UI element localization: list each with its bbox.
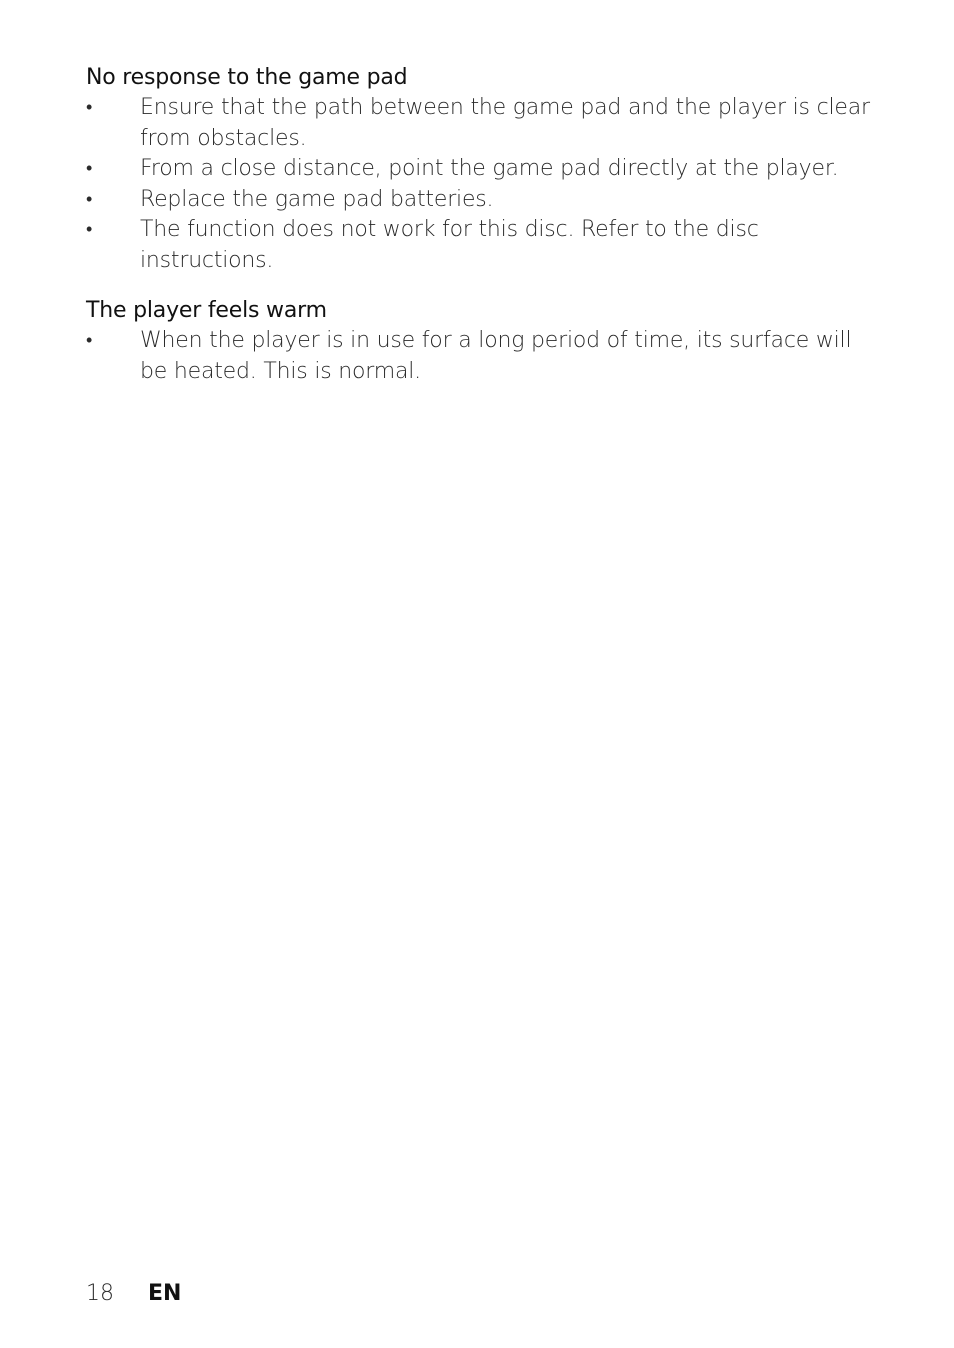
- list-item: [86, 326, 876, 387]
- list-item-text: When the player is in use for a long period of time, its surface will be heated. This is normal.: [140, 328, 852, 384]
- bullet-list: [86, 326, 876, 387]
- bullet-icon: •: [86, 188, 93, 210]
- list-item: [86, 154, 876, 185]
- list-item-text: From a close distance, point the game pad directly at the player.: [140, 156, 839, 181]
- bullet-icon: •: [86, 219, 93, 240]
- bullet-icon: •: [86, 158, 93, 179]
- bullet-list: [86, 93, 876, 276]
- bullet-icon: •: [86, 97, 93, 118]
- section-player-warm: [86, 296, 876, 387]
- page-number: 18: [86, 1281, 114, 1306]
- section-no-response: [86, 63, 876, 276]
- bullet-icon: •: [86, 330, 93, 351]
- section-heading: The player feels warm: [86, 298, 327, 323]
- section-heading: No response to the game pad: [86, 65, 408, 90]
- list-item: [86, 93, 876, 154]
- list-item: [86, 215, 876, 276]
- list-item-text: The function does not work for this disc. Refer to the disc instructions.: [140, 217, 759, 273]
- list-item-text: Replace the game pad batteries.: [140, 186, 494, 212]
- page-footer: [86, 1279, 181, 1309]
- list-item-text: Ensure that the path between the game pad and the player is clear from obstacles.: [140, 95, 870, 151]
- list-item: [86, 185, 876, 216]
- language-code: EN: [148, 1281, 182, 1306]
- document-content: [86, 63, 876, 407]
